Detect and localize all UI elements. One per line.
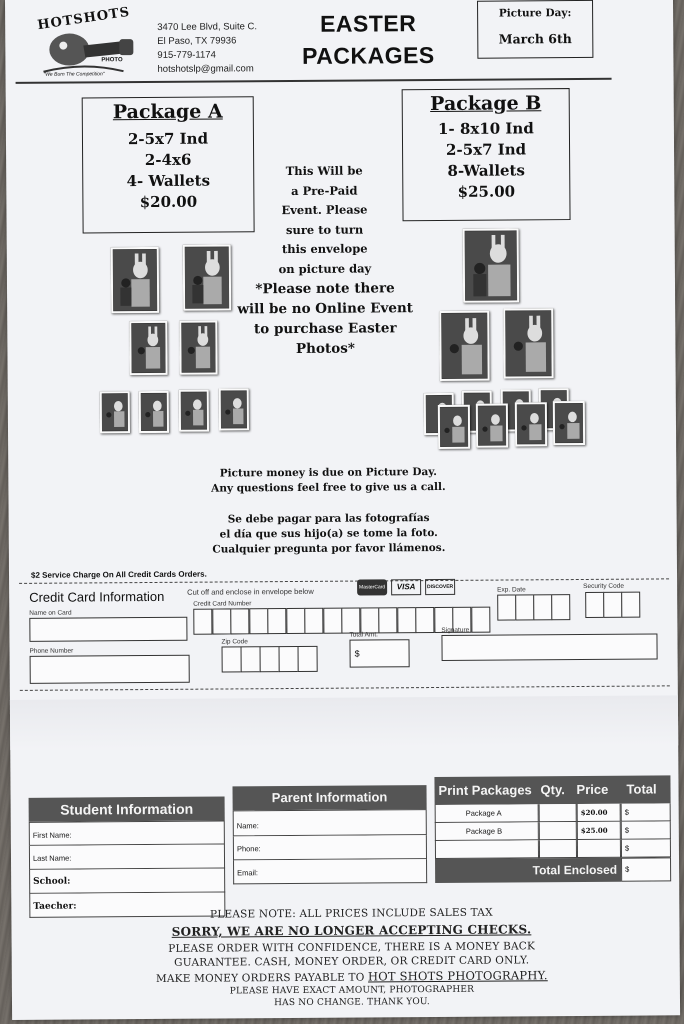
package-a-title: Package A: [112, 100, 223, 124]
exp-date-field[interactable]: [497, 594, 571, 621]
parent-phone-field[interactable]: Phone:: [233, 835, 427, 860]
package-a-price: $20.00: [577, 804, 621, 822]
package-a-box: [82, 96, 255, 233]
package-row-name: Package B: [435, 822, 539, 841]
last-name-field[interactable]: Last Name:: [29, 844, 225, 869]
page-title: [293, 7, 443, 72]
package-a-line: 2-5x7 Ind: [127, 129, 209, 149]
no-online-note: to purchase Easter Photos*: [253, 320, 397, 357]
logo-sub: PHOTO: [101, 57, 123, 64]
payment-note-en: Picture money is due on Picture Day.: [219, 465, 437, 480]
exact-amount-note: PLEASE HAVE EXACT AMOUNT, PHOTOGRAPHER: [229, 984, 475, 997]
order-form-sheet: [5, 0, 680, 1020]
card-number-label: Credit Card Number: [193, 600, 252, 608]
package-b-total-field[interactable]: $: [621, 821, 671, 839]
package-a-line: 4- Wallets: [126, 171, 211, 191]
payable-to-text: MAKE MONEY ORDERS PAYABLE TO: [155, 971, 365, 985]
parent-info-header: Parent Information: [232, 785, 426, 810]
package-b-line: 1- 8x10 Ind: [437, 119, 534, 138]
signature-label: Signature: [441, 626, 470, 634]
payment-note-es: el día que sus hijo(a) se tome la foto.: [219, 526, 438, 541]
payable-to-name: HOT SHOTS PHOTOGRAPHY.: [367, 968, 548, 984]
total-amount-label: Total Amt.: [349, 631, 379, 639]
mastercard-logo: MasterCard: [357, 579, 387, 595]
package-a-photo-4x6: [179, 321, 217, 375]
zip-code-field[interactable]: [222, 646, 318, 673]
envelope-fold: [10, 695, 678, 750]
name-on-card-field[interactable]: [29, 617, 187, 642]
parent-name-field[interactable]: Name:: [233, 809, 427, 836]
signature-field[interactable]: [441, 633, 657, 661]
package-b-box: [402, 88, 571, 221]
teacher-field[interactable]: Taecher:: [29, 892, 225, 917]
visa-logo: VISA: [391, 579, 421, 595]
package-b-line: 2-5x7 Ind: [445, 140, 527, 159]
no-change-note: HAS NO CHANGE. THANK YOU.: [274, 997, 430, 1009]
package-a-wallet: [219, 388, 249, 430]
title-line-1: EASTER: [319, 10, 417, 37]
parent-email-field[interactable]: Email:: [233, 859, 427, 884]
phone-number: 915-779-1174: [157, 49, 216, 61]
business-address: [157, 20, 257, 77]
payment-due-note: [158, 465, 498, 497]
col-total: Total: [626, 781, 657, 797]
payment-note-es: Se debe pagar para las fotografías: [227, 512, 430, 526]
package-b-wallet: [515, 402, 547, 446]
package-a-photo-5x7: [183, 244, 231, 310]
cut-line-bottom: [20, 685, 670, 691]
title-line-2: PACKAGES: [301, 42, 435, 69]
cutoff-note: Cut off and enclose in envelope below: [187, 586, 314, 597]
package-a-photo-4x6: [129, 321, 167, 375]
package-a-price: $20.00: [139, 192, 198, 212]
no-online-note: *Please note there: [255, 280, 395, 298]
phone-number-field[interactable]: [30, 655, 190, 684]
blank-total-field[interactable]: $: [621, 839, 671, 857]
sales-tax-note: PLEASE NOTE: ALL PRICES INCLUDE SALES TAX: [209, 906, 493, 921]
no-checks-note: SORRY, WE ARE NO LONGER ACCEPTING CHECKS.: [171, 922, 532, 939]
security-code-field[interactable]: [585, 592, 641, 618]
note-line: on picture day: [278, 260, 372, 276]
payment-due-note-spanish: [159, 511, 499, 558]
zip-code-label: Zip Code: [221, 638, 248, 646]
col-price: Price: [576, 781, 609, 798]
payment-methods-note: GUARANTEE. CASH, MONEY ORDER, OR CREDIT CARD ONLY.: [174, 954, 530, 969]
note-line: a Pre-Paid: [291, 183, 358, 198]
package-b-price: $25.00: [577, 822, 621, 840]
package-b-photo-5x7: [503, 308, 553, 378]
student-info-header: Student Information: [29, 796, 225, 821]
package-a-total-field[interactable]: $: [621, 803, 671, 821]
picture-day-box: [477, 0, 593, 59]
hotshots-logo: [23, 4, 141, 80]
note-line: sure to turn: [285, 222, 364, 237]
package-b-wallet: [438, 405, 470, 449]
address-line-1: 3470 Lee Blvd, Suite C.: [157, 21, 258, 33]
package-b-price: $25.00: [457, 182, 516, 201]
col-print-packages: Print Packages: [438, 782, 532, 798]
print-packages-rows: [435, 803, 671, 861]
total-enclosed-field[interactable]: $: [621, 857, 671, 881]
print-packages-header: [434, 775, 670, 805]
package-b-title: Package B: [430, 92, 542, 116]
note-line: this envelope: [281, 241, 368, 257]
package-a-wallet: [100, 391, 130, 433]
logo-text: HOTSHOTS: [36, 4, 132, 34]
package-a-wallet: [139, 391, 169, 433]
service-charge-note: $2 Service Charge On All Credit Cards Orders.: [30, 569, 207, 580]
security-code-label: Security Code: [583, 582, 624, 590]
package-b-photo-8x10: [463, 228, 520, 302]
package-a-qty-field[interactable]: [539, 804, 577, 822]
school-field[interactable]: School:: [29, 868, 225, 893]
package-b-qty-field[interactable]: [539, 822, 577, 840]
picture-day-label: Picture Day:: [498, 7, 572, 20]
package-b-wallet: [553, 401, 585, 445]
guarantee-note: PLEASE ORDER WITH CONFIDENCE, THERE IS A MONEY BACK: [168, 940, 536, 955]
payment-note-es: Cualquier pregunta por favor llámenos.: [212, 541, 446, 556]
package-a-line: 2-4x6: [144, 150, 192, 170]
exp-date-label: Exp. Date: [497, 586, 526, 594]
col-qty: Qty.: [540, 782, 565, 798]
total-amount-field[interactable]: $: [349, 639, 409, 667]
blank-row-name: [435, 840, 539, 859]
package-a-wallet: [179, 390, 209, 432]
blank-qty-field[interactable]: [539, 840, 577, 858]
note-line: This Will be: [285, 163, 363, 179]
discover-logo: DISCOVER: [425, 579, 455, 595]
phone-number-label: Phone Number: [29, 647, 74, 655]
address-line-2: El Paso, TX 79936: [157, 35, 237, 47]
payment-note-en: Any questions feel free to give us a call.: [211, 480, 446, 495]
credit-card-title: Credit Card Information: [29, 588, 165, 605]
email-address: hotshotslp@gmail.com: [157, 63, 254, 75]
package-b-wallet: [476, 403, 508, 447]
package-a-photo-5x7: [111, 247, 159, 313]
package-b-photo-5x7: [439, 311, 489, 381]
no-online-note: will be no Online Event: [237, 300, 414, 318]
name-on-card-label: Name on Card: [29, 609, 72, 617]
note-line: Event. Please: [281, 202, 368, 218]
picture-day-value: March 6th: [498, 31, 572, 47]
first-name-field[interactable]: First Name:: [29, 820, 225, 845]
total-enclosed-label: Total Enclosed: [435, 858, 621, 883]
prepaid-event-note: [234, 161, 415, 359]
package-b-line: 8-Wallets: [447, 161, 525, 180]
blank-price: [577, 840, 621, 858]
logo-tagline: "We Burn The Competition": [43, 71, 105, 78]
package-row-name: Package A: [435, 804, 539, 823]
